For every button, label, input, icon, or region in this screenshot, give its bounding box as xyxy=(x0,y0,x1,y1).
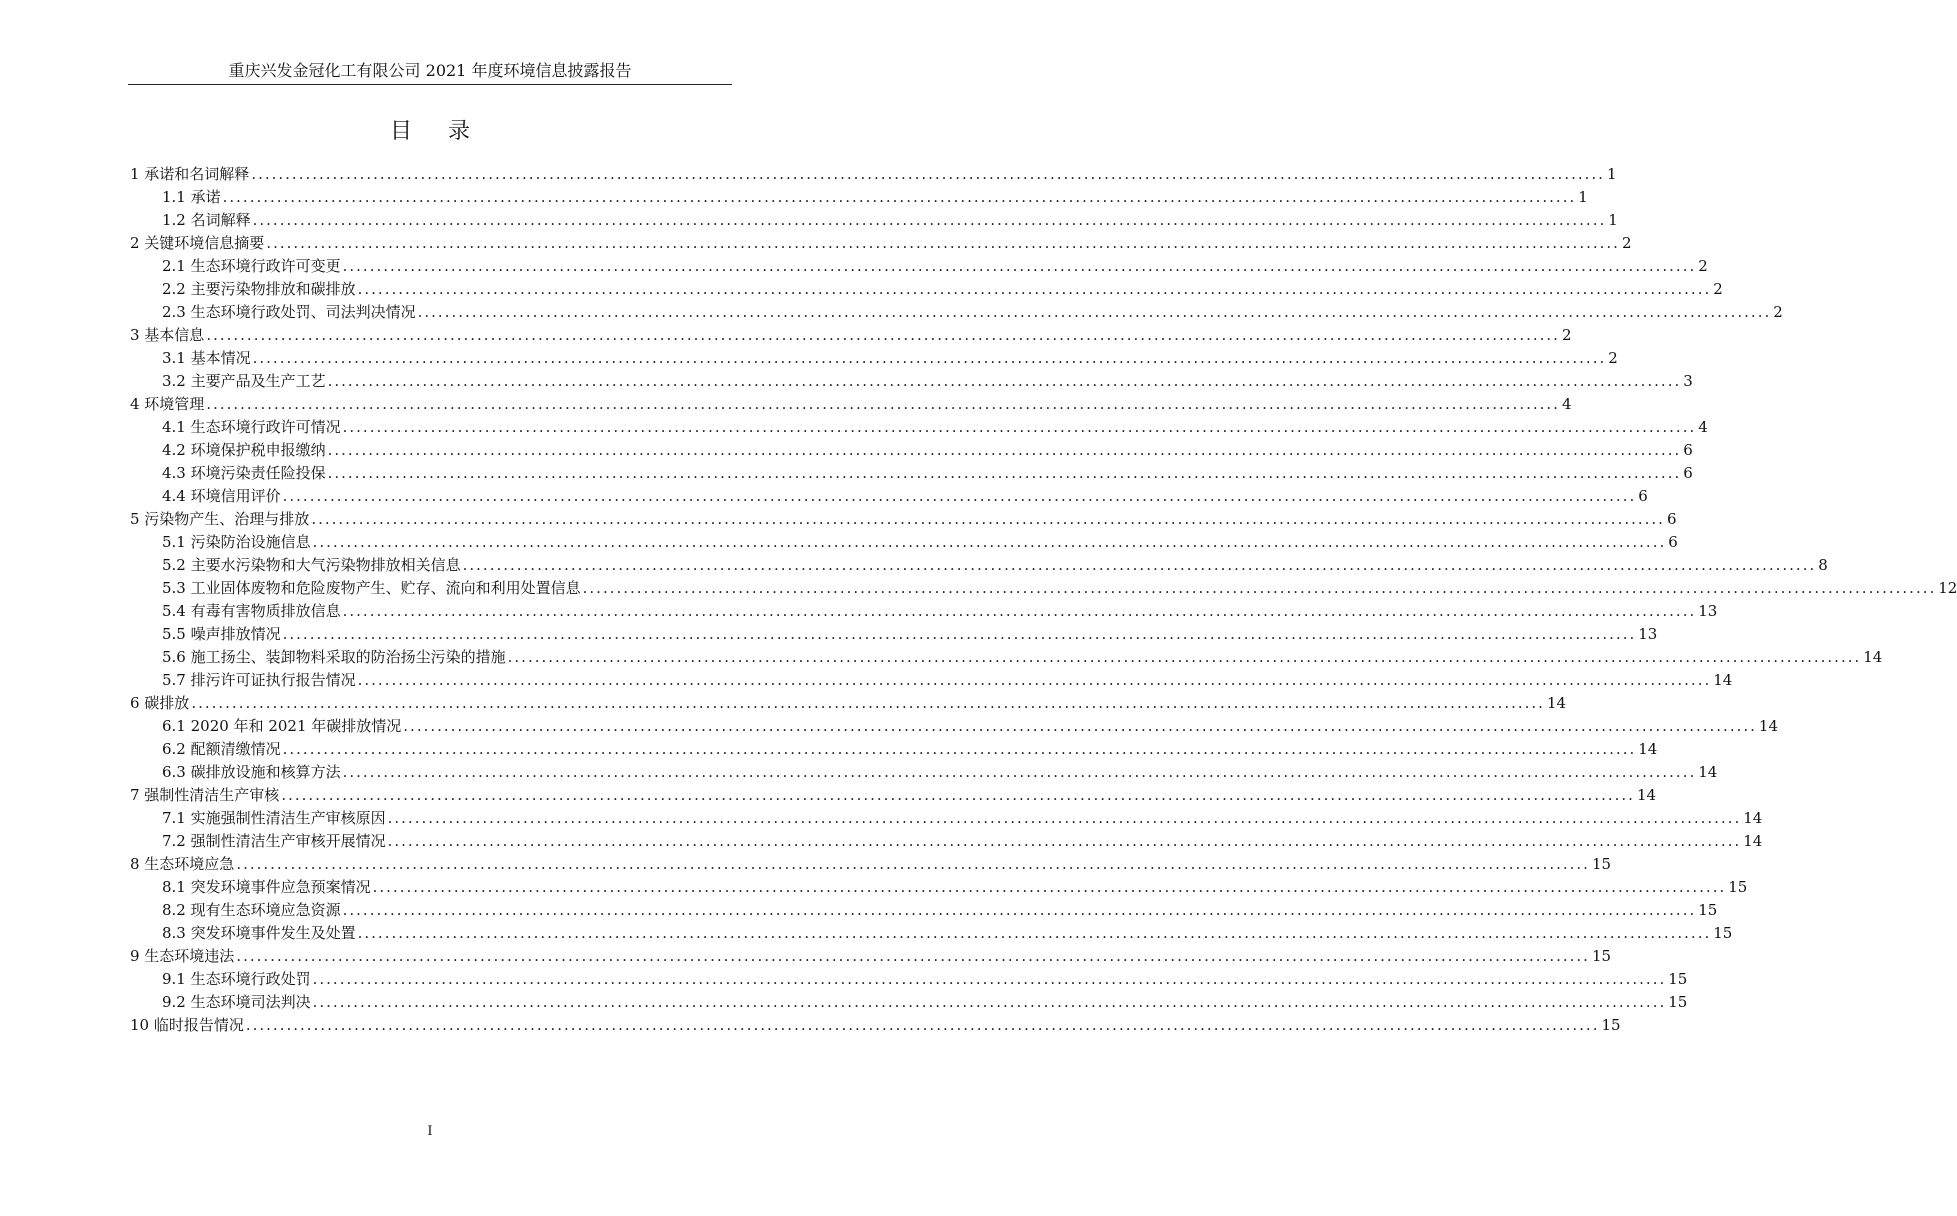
toc-entry-page: 13 xyxy=(1698,602,1718,620)
toc-entry-label: 6 碳排放 xyxy=(130,694,190,712)
toc-entry-label: 4.4 环境信用评价 xyxy=(162,487,281,505)
toc-entry-page: 15 xyxy=(1713,924,1733,942)
toc-entry-page: 1 xyxy=(1608,211,1618,229)
toc-dot-leader: ........................................................................................................................................................................................................ xyxy=(281,786,1635,804)
toc-dot-leader: ........................................................................................................................................................................................................ xyxy=(236,855,1590,873)
toc-entry-label: 2.3 生态环境行政处罚、司法判决情况 xyxy=(162,303,416,321)
toc-dot-leader: ........................................................................................................................................................................................................ xyxy=(507,648,1862,666)
page-number: I xyxy=(427,1124,433,1139)
toc-entry-label: 8.1 突发环境事件应急预案情况 xyxy=(162,878,371,896)
toc-entry-page: 8 xyxy=(1818,556,1828,574)
toc-entry-label: 8.2 现有生态环境应急资源 xyxy=(162,901,341,919)
toc-entry-page: 4 xyxy=(1698,418,1708,436)
toc-entry-page: 14 xyxy=(1638,740,1658,758)
toc-entry[interactable] xyxy=(130,347,1618,370)
toc-entry-label: 5.2 主要水污染物和大气污染物排放相关信息 xyxy=(162,556,461,574)
toc-entry-label: 9.2 生态环境司法判决 xyxy=(162,993,311,1011)
toc-entry-page: 6 xyxy=(1683,464,1693,482)
toc-entry[interactable] xyxy=(130,991,1688,1014)
toc-dot-leader: ........................................................................................................................................................................................................ xyxy=(372,878,1727,896)
toc-entry-page: 6 xyxy=(1668,533,1678,551)
toc-entry[interactable] xyxy=(130,669,1733,692)
toc-entry-label: 8 生态环境应急 xyxy=(130,855,235,873)
toc-entry-label: 5.7 排污许可证执行报告情况 xyxy=(162,671,356,689)
toc-entry[interactable] xyxy=(130,830,1763,853)
toc-dot-leader: ........................................................................................................................................................................................................ xyxy=(252,211,1607,229)
toc-entry[interactable] xyxy=(130,968,1688,991)
toc-entry-label: 1 承诺和名词解释 xyxy=(130,165,250,183)
toc-entry-page: 2 xyxy=(1713,280,1723,298)
toc-entry[interactable] xyxy=(130,945,1612,968)
toc-entry-label: 7 强制性清洁生产审核 xyxy=(130,786,280,804)
toc-dot-leader: ........................................................................................................................................................................................................ xyxy=(327,372,1682,390)
toc-dot-leader: ........................................................................................................................................................................................................ xyxy=(312,993,1667,1011)
toc-entry-label: 8.3 突发环境事件发生及处置 xyxy=(162,924,356,942)
toc-entry-label: 4 环境管理 xyxy=(130,395,205,413)
toc-entry-page: 14 xyxy=(1698,763,1718,781)
toc-entry[interactable] xyxy=(130,416,1708,439)
toc-entry[interactable] xyxy=(130,324,1572,347)
toc-dot-leader: ........................................................................................................................................................................................................ xyxy=(417,303,1772,321)
toc-dot-leader: ........................................................................................................................................................................................................ xyxy=(387,832,1742,850)
toc-entry-label: 2 关键环境信息摘要 xyxy=(130,234,265,252)
toc-dot-leader: ........................................................................................................................................................................................................ xyxy=(282,740,1637,758)
toc-entry[interactable] xyxy=(130,278,1723,301)
toc-entry[interactable] xyxy=(130,623,1658,646)
toc-entry-label: 9 生态环境违法 xyxy=(130,947,235,965)
toc-entry[interactable] xyxy=(130,255,1708,278)
toc-entry[interactable] xyxy=(130,370,1693,393)
toc-dot-leader: ........................................................................................................................................................................................................ xyxy=(357,924,1712,942)
toc-dot-leader: ........................................................................................................................................................................................................ xyxy=(311,510,1665,528)
toc-entry[interactable] xyxy=(130,232,1632,255)
toc-entry-label: 5.6 施工扬尘、装卸物料采取的防治扬尘污染的措施 xyxy=(162,648,506,666)
toc-entry-label: 5.5 噪声排放情况 xyxy=(162,625,281,643)
toc-dot-leader: ........................................................................................................................................................................................................ xyxy=(282,625,1637,643)
toc-entry-page: 6 xyxy=(1683,441,1693,459)
toc-entry-page: 14 xyxy=(1758,717,1778,735)
toc-entry-page: 14 xyxy=(1743,832,1763,850)
toc-dot-leader: ........................................................................................................................................................................................................ xyxy=(327,464,1682,482)
toc-entry-label: 2.2 主要污染物排放和碳排放 xyxy=(162,280,356,298)
toc-entry-page: 14 xyxy=(1713,671,1733,689)
toc-entry-page: 2 xyxy=(1561,326,1572,344)
toc-entry-page: 3 xyxy=(1683,372,1693,390)
toc-entry-page: 4 xyxy=(1561,395,1572,413)
toc-entry[interactable] xyxy=(130,186,1588,209)
toc-entry[interactable] xyxy=(130,876,1748,899)
toc-entry-label: 6.3 碳排放设施和核算方法 xyxy=(162,763,341,781)
toc-dot-leader: ........................................................................................................................................................................................................ xyxy=(245,1016,1600,1034)
toc-entry-page: 14 xyxy=(1546,694,1567,712)
toc-entry[interactable] xyxy=(130,692,1567,715)
toc-entry[interactable] xyxy=(130,853,1612,876)
toc-dot-leader: ........................................................................................................................................................................................................ xyxy=(206,326,1560,344)
toc-entry[interactable] xyxy=(130,646,1883,669)
toc-dot-leader: ........................................................................................................................................................................................................ xyxy=(312,970,1667,988)
toc-entry-label: 4.3 环境污染责任险投保 xyxy=(162,464,326,482)
toc-entry[interactable] xyxy=(130,922,1733,945)
toc-dot-leader: ........................................................................................................................................................................................................ xyxy=(342,602,1697,620)
toc-dot-leader: ........................................................................................................................................................................................................ xyxy=(282,487,1637,505)
toc-entry[interactable] xyxy=(130,899,1718,922)
toc-entry-page: 14 xyxy=(1636,786,1657,804)
toc-entry-page: 15 xyxy=(1668,970,1688,988)
toc-entry[interactable] xyxy=(130,439,1693,462)
toc-dot-leader: ........................................................................................................................................................................................................ xyxy=(342,763,1697,781)
toc-dot-leader: ........................................................................................................................................................................................................ xyxy=(251,165,1605,183)
toc-title: 目录 xyxy=(389,119,506,144)
toc-entry-label: 6.2 配额清缴情况 xyxy=(162,740,281,758)
toc-entry[interactable] xyxy=(130,715,1778,738)
toc-entry-label: 3.1 基本情况 xyxy=(162,349,251,367)
toc-entry-label: 1.1 承诺 xyxy=(162,188,221,206)
toc-entry-label: 4.1 生态环境行政许可情况 xyxy=(162,418,341,436)
toc-dot-leader: ........................................................................................................................................................................................................ xyxy=(357,280,1712,298)
toc-entry[interactable] xyxy=(130,807,1763,830)
toc-entry-page: 13 xyxy=(1638,625,1658,643)
toc-entry[interactable] xyxy=(130,209,1618,232)
toc-entry-page: 15 xyxy=(1668,993,1688,1011)
toc-dot-leader: ........................................................................................................................................................................................................ xyxy=(342,418,1697,436)
toc-entry-label: 6.1 2020 年和 2021 年碳排放情况 xyxy=(162,717,402,735)
toc-entry[interactable] xyxy=(130,600,1718,623)
running-header: 重庆兴发金冠化工有限公司 2021 年度环境信息披露报告 xyxy=(228,61,632,80)
toc-entry-page: 15 xyxy=(1698,901,1718,919)
toc-entry[interactable] xyxy=(130,393,1572,416)
toc-entry[interactable] xyxy=(130,1014,1621,1037)
toc-dot-leader: ........................................................................................................................................................................................................ xyxy=(312,533,1667,551)
toc-entry-page: 6 xyxy=(1666,510,1677,528)
toc-dot-leader: ........................................................................................................................................................................................................ xyxy=(206,395,1560,413)
toc-entry-label: 10 临时报告情况 xyxy=(130,1016,244,1034)
header-rule xyxy=(128,84,732,85)
toc-entry-label: 5.1 污染防治设施信息 xyxy=(162,533,311,551)
toc-dot-leader: ........................................................................................................................................................................................................ xyxy=(342,257,1697,275)
toc-entry[interactable] xyxy=(130,577,1957,600)
toc-entry-label: 3.2 主要产品及生产工艺 xyxy=(162,372,326,390)
toc-entry-page: 15 xyxy=(1601,1016,1621,1034)
toc-entry[interactable] xyxy=(130,738,1658,761)
toc-entry-page: 2 xyxy=(1698,257,1708,275)
toc-entry-label: 5.4 有毒有害物质排放信息 xyxy=(162,602,341,620)
toc-entry-label: 7.1 实施强制性清洁生产审核原因 xyxy=(162,809,386,827)
toc-entry[interactable] xyxy=(130,462,1693,485)
toc-entry-page: 1 xyxy=(1606,165,1617,183)
toc-dot-leader: ........................................................................................................................................................................................................ xyxy=(462,556,1817,574)
toc-entry-label: 7.2 强制性清洁生产审核开展情况 xyxy=(162,832,386,850)
toc-entry-page: 2 xyxy=(1608,349,1618,367)
toc-entry-page: 14 xyxy=(1863,648,1883,666)
toc-entry-page: 2 xyxy=(1621,234,1632,252)
toc-entry[interactable] xyxy=(130,784,1657,807)
table-of-contents xyxy=(130,163,1957,1037)
toc-entry[interactable] xyxy=(130,531,1678,554)
toc-dot-leader: ........................................................................................................................................................................................................ xyxy=(342,901,1697,919)
toc-entry-label: 4.2 环境保护税申报缴纳 xyxy=(162,441,326,459)
toc-dot-leader: ........................................................................................................................................................................................................ xyxy=(191,694,1545,712)
toc-dot-leader: ........................................................................................................................................................................................................ xyxy=(266,234,1620,252)
toc-entry-label: 5.3 工业固体废物和危险废物产生、贮存、流向和利用处置信息 xyxy=(162,579,581,597)
toc-entry[interactable] xyxy=(130,508,1677,531)
toc-entry-label: 9.1 生态环境行政处罚 xyxy=(162,970,311,988)
toc-dot-leader: ........................................................................................................................................................................................................ xyxy=(582,579,1937,597)
toc-entry-label: 3 基本信息 xyxy=(130,326,205,344)
toc-entry-page: 15 xyxy=(1728,878,1748,896)
toc-entry-page: 2 xyxy=(1773,303,1783,321)
toc-dot-leader: ........................................................................................................................................................................................................ xyxy=(222,188,1577,206)
toc-dot-leader: ........................................................................................................................................................................................................ xyxy=(327,441,1682,459)
toc-entry-page: 1 xyxy=(1578,188,1588,206)
toc-entry[interactable] xyxy=(130,485,1648,508)
toc-entry[interactable] xyxy=(130,761,1718,784)
toc-dot-leader: ........................................................................................................................................................................................................ xyxy=(236,947,1590,965)
toc-entry-label: 2.1 生态环境行政许可变更 xyxy=(162,257,341,275)
toc-entry[interactable] xyxy=(130,301,1783,324)
toc-entry-page: 15 xyxy=(1591,947,1612,965)
toc-dot-leader: ........................................................................................................................................................................................................ xyxy=(357,671,1712,689)
toc-dot-leader: ........................................................................................................................................................................................................ xyxy=(403,717,1757,735)
toc-entry-page: 12 xyxy=(1938,579,1957,597)
toc-entry-page: 15 xyxy=(1591,855,1612,873)
toc-entry-label: 5 污染物产生、治理与排放 xyxy=(130,510,310,528)
toc-entry-page: 14 xyxy=(1743,809,1763,827)
toc-entry-label: 1.2 名词解释 xyxy=(162,211,251,229)
toc-dot-leader: ........................................................................................................................................................................................................ xyxy=(387,809,1742,827)
toc-entry[interactable] xyxy=(130,554,1828,577)
toc-entry-page: 6 xyxy=(1638,487,1648,505)
toc-dot-leader: ........................................................................................................................................................................................................ xyxy=(252,349,1607,367)
toc-entry[interactable] xyxy=(130,163,1617,186)
